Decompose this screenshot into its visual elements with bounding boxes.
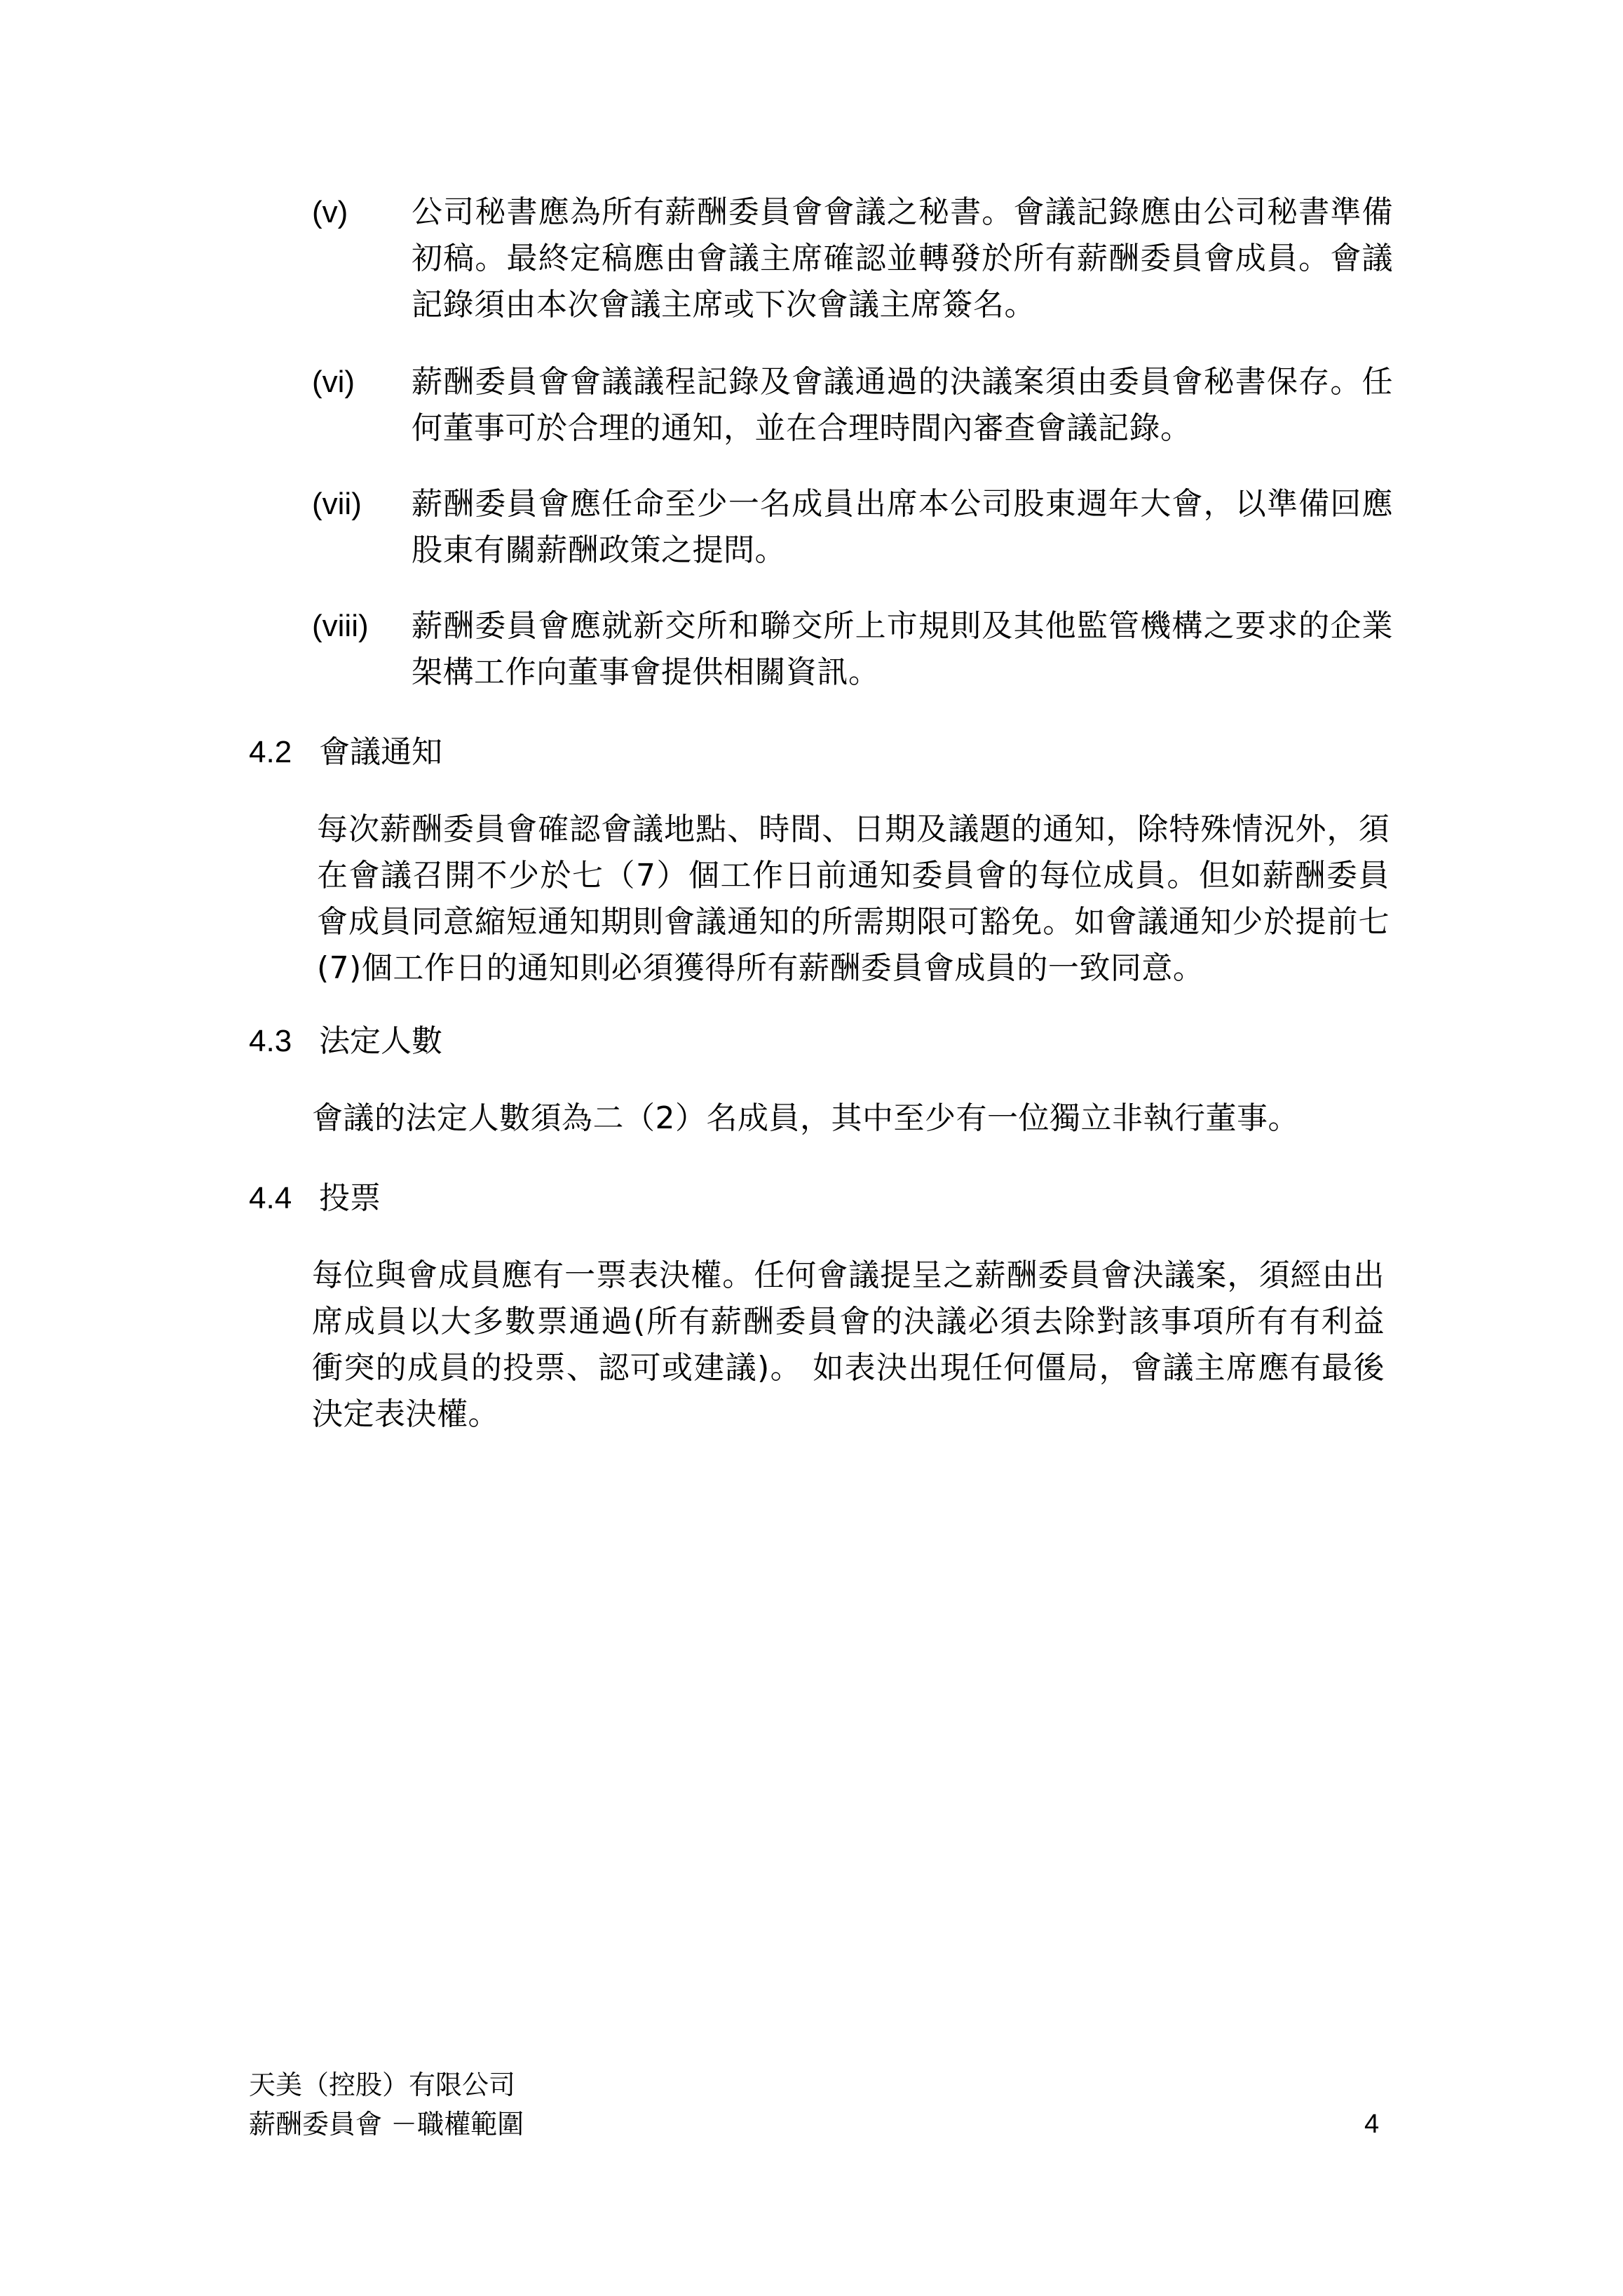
- section-number: 4.2: [249, 735, 292, 769]
- page-number: 4: [1364, 2109, 1380, 2139]
- section-heading: [249, 1175, 381, 1222]
- list-item-number: (vii): [312, 487, 362, 521]
- section-title: 法定人數: [319, 1023, 442, 1059]
- section-body: 每位與會成員應有一票表決權。任何會議提呈之薪酬委員會決議案，須經由出席成員以大多數票通過(所有薪酬委員會的決議必須去除對該事項所有有利益衝突的成員的投票、認可或建議)。 如表決出現任何僵局，會議主席應有最後決定表決權。: [312, 1257, 1385, 1432]
- section-title: 投票: [319, 1180, 381, 1216]
- list-item-number: (vi): [312, 365, 355, 399]
- list-item-number: (viii): [312, 609, 369, 643]
- section-title: 會議通知: [319, 734, 442, 770]
- section-body: 每次薪酬委員會確認會議地點、時間、日期及議題的通知，除特殊情況外，須在會議召開不少於七（7）個工作日前通知委員會的每位成員。但如薪酬委員會成員同意縮短通知期則會議通知的所需期限可豁免。如會議通知少於提前七(7)個工作日的通知則必須獲得所有薪酬委員會成員的一致同意。: [317, 811, 1390, 986]
- footer-company: 天美（控股）有限公司: [249, 2069, 516, 2100]
- section-heading: [249, 1018, 442, 1065]
- section-heading: [249, 729, 442, 776]
- list-item-text: 薪酬委員會應就新交所和聯交所上市規則及其他監管機構之要求的企業架構工作向董事會提供相關資訊。: [412, 608, 1393, 690]
- footer-document-title: 薪酬委員會 －職權範圍: [249, 2109, 524, 2140]
- list-item-text: 薪酬委員會會議議程記錄及會議通過的決議案須由委員會秘書保存。任何董事可於合理的通知，並在合理時間內審查會議記錄。: [412, 364, 1393, 446]
- list-item-text: 公司秘書應為所有薪酬委員會會議之秘書。會議記錄應由公司秘書準備初稿。最終定稿應由會議主席確認並轉發於所有薪酬委員會成員。會議記錄須由本次會議主席或下次會議主席簽名。: [412, 194, 1393, 323]
- section-number: 4.3: [249, 1024, 292, 1058]
- section-body: 會議的法定人數須為二（2）名成員，其中至少有一位獨立非執行董事。: [312, 1100, 1299, 1136]
- footer: [249, 2065, 524, 2144]
- list-item-number: (v): [312, 195, 348, 229]
- section-number: 4.4: [249, 1181, 292, 1215]
- list-item-text: 薪酬委員會應任命至少一名成員出席本公司股東週年大會，以準備回應股東有關薪酬政策之提問。: [412, 486, 1393, 568]
